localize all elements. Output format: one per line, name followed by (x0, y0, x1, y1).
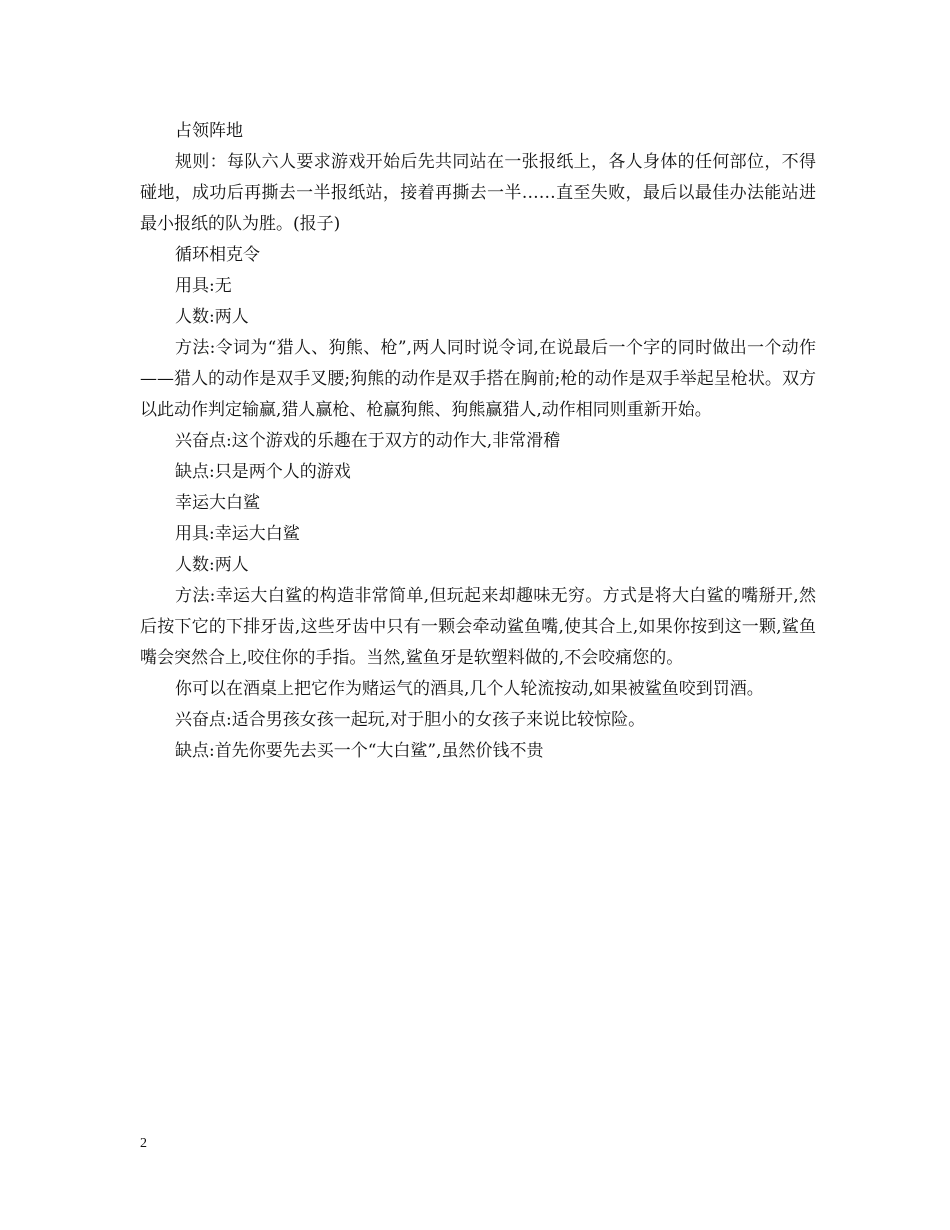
paragraph-excitement-cyclic: 兴奋点:这个游戏的乐趣在于双方的动作大,非常滑稽 (175, 431, 561, 451)
paragraph-heading-occupy-territory: 占领阵地 (175, 121, 243, 141)
paragraph-heading-cyclic-game: 循环相克令 (175, 245, 260, 265)
paragraph-players-two-shark: 人数:两人 (175, 555, 249, 575)
paragraph-drawback-cyclic: 缺点:只是两个人的游戏 (175, 462, 351, 482)
paragraph-method-shark: 方法:幸运大白鲨的构造非常简单,但玩起来却趣味无穷。方式是将大白鲨的嘴掰开,然后按下它的下排牙齿,这些牙齿中只有一颗会牵动鲨鱼嘴,使其合上,如果你按到这一颗,鲨鱼嘴会突然合上,咬住你的手指。当然,鲨鱼牙是软塑料做的,不会咬痛您的。 (140, 586, 816, 668)
paragraph-drinking-use: 你可以在酒桌上把它作为赌运气的酒具,几个人轮流按动,如果被鲨鱼咬到罚酒。 (175, 679, 764, 699)
paragraph-method-cyclic: 方法:令词为“猎人、狗熊、枪”,两人同时说令词,在说最后一个字的同时做出一个动作——猎人的动作是双手叉腰;狗熊的动作是双手搭在胸前;枪的动作是双手举起呈枪状。双方以此动作判定输赢,猎人赢枪、枪赢狗熊、狗熊赢猎人,动作相同则重新开始。 (140, 338, 816, 420)
paragraph-players-two: 人数:两人 (175, 307, 249, 327)
document-body (140, 116, 816, 767)
paragraph-excitement-shark: 兴奋点:适合男孩女孩一起玩,对于胆小的女孩子来说比较惊险。 (175, 710, 646, 730)
paragraph-rules: 规则：每队六人要求游戏开始后先共同站在一张报纸上，各人身体的任何部位，不得碰地，成功后再撕去一半报纸站，接着再撕去一半……直至失败，最后以最佳办法能站进最小报纸的队为胜。(报子) (140, 152, 816, 234)
paragraph-heading-lucky-shark: 幸运大白鲨 (175, 493, 260, 513)
paragraph-drawback-shark: 缺点:首先你要先去买一个“大白鲨”,虽然价钱不贵 (175, 741, 544, 761)
paragraph-tools-none: 用具:无 (175, 276, 232, 296)
page-number: 2 (140, 1136, 147, 1151)
paragraph-tools-shark: 用具:幸运大白鲨 (175, 524, 300, 544)
